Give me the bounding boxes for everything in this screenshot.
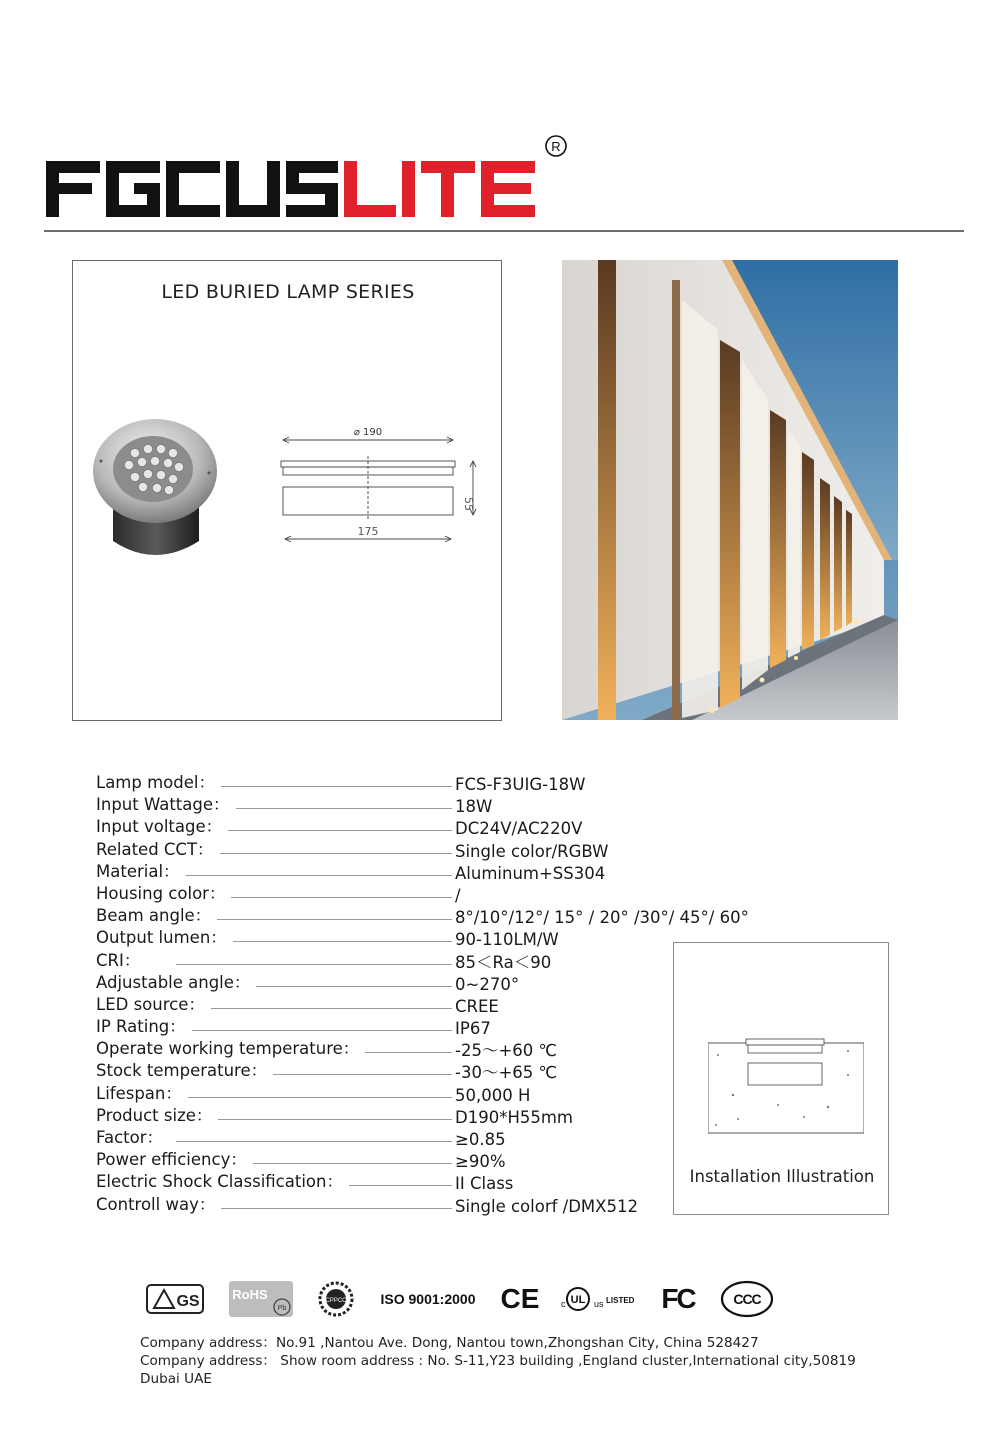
company-address-line1: Company address：No.91 ,Nantou Ave. Dong, Nantou town,Zhongshan City, China 528427 xyxy=(140,1335,759,1351)
spec-label: Controll way： xyxy=(96,1194,221,1216)
spec-value: Single color/RGBW xyxy=(455,841,609,861)
svg-text:RoHS: RoHS xyxy=(232,1287,268,1302)
spec-row xyxy=(96,794,776,816)
spec-value: D190*H55mm xyxy=(455,1107,573,1127)
spec-row xyxy=(96,905,776,927)
spec-value: / xyxy=(455,885,461,905)
spec-label: Operate working temperature： xyxy=(96,1038,365,1060)
application-scene-photo xyxy=(562,260,898,720)
spec-value: IP67 xyxy=(455,1019,491,1039)
spec-value: DC24V/AC220V xyxy=(455,819,583,839)
spec-leader-line xyxy=(176,875,452,876)
spec-value: CREE xyxy=(455,996,499,1016)
spec-label: IP Rating： xyxy=(96,1016,192,1038)
spec-value: 50,000 H xyxy=(455,1085,531,1105)
svg-text:CCC: CCC xyxy=(733,1291,761,1307)
installation-panel xyxy=(673,942,889,1215)
cppcc-cert-icon xyxy=(316,1278,356,1320)
spec-row xyxy=(96,883,776,905)
spec-value: -30～+65 ℃ xyxy=(455,1063,558,1083)
svg-text:R: R xyxy=(551,139,561,154)
spec-leader-line xyxy=(176,1141,452,1142)
installation-drawing xyxy=(708,1035,864,1139)
svg-text:CPPCC: CPPCC xyxy=(325,1298,347,1304)
height-label: 55 xyxy=(462,497,475,511)
spec-value: 85＜Ra＜90 xyxy=(455,952,552,972)
company-address-line2: Company address： Show room address : No. S-11,Y23 building ,England cluster,International city,50819 Dubai UAE xyxy=(140,1353,856,1387)
product-panel xyxy=(72,260,502,721)
spec-label: Lifespan： xyxy=(96,1083,188,1105)
spec-label: Input Wattage： xyxy=(96,794,236,816)
spec-label: Output lumen： xyxy=(96,927,233,949)
iso-cert-label: ISO 9001:2000 xyxy=(380,1291,476,1307)
ce-cert-label: CE xyxy=(500,1283,540,1314)
spec-label: CRI： xyxy=(96,950,146,972)
spec-label: Factor： xyxy=(96,1127,169,1149)
gs-cert-icon xyxy=(146,1278,204,1320)
registered-icon xyxy=(546,136,566,156)
rohs-cert-icon xyxy=(228,1278,296,1320)
series-title: LED BURIED LAMP SERIES xyxy=(161,281,415,303)
ccc-cert-icon xyxy=(718,1278,776,1320)
spec-value: ≥90% xyxy=(455,1152,506,1172)
svg-text:us: us xyxy=(594,1299,604,1309)
spec-value: Single colorf /DMX512 xyxy=(455,1196,638,1216)
spec-label: Input voltage： xyxy=(96,816,228,838)
svg-text:LISTED: LISTED xyxy=(606,1296,635,1305)
spec-label: Electric Shock Classification： xyxy=(96,1171,349,1193)
spec-value: ≥0.85 xyxy=(455,1130,506,1149)
spec-row xyxy=(96,861,776,883)
dimension-drawing xyxy=(273,421,483,555)
spec-leader-line xyxy=(176,1030,452,1031)
brand-wordmark xyxy=(44,135,574,230)
spec-leader-line xyxy=(176,1008,452,1009)
bottom-width-label: 175 xyxy=(357,525,379,538)
spec-value: -25～+60 ℃ xyxy=(455,1041,558,1061)
spec-label: Power efficiency： xyxy=(96,1149,253,1171)
certification-logos xyxy=(140,1278,780,1320)
svg-text:c: c xyxy=(561,1299,566,1309)
spec-value: Aluminum+SS304 xyxy=(455,863,606,883)
installation-caption: Installation Illustration xyxy=(689,1167,875,1186)
spec-label: Material： xyxy=(96,861,186,883)
spec-label: Beam angle： xyxy=(96,905,217,927)
spec-leader-line xyxy=(176,919,452,920)
ul-cert-icon xyxy=(558,1278,638,1320)
spec-value: FCS-F3UIG-18W xyxy=(455,775,586,794)
spec-leader-line xyxy=(176,964,452,965)
svg-text:UL: UL xyxy=(570,1294,586,1306)
svg-text:GS: GS xyxy=(176,1293,200,1310)
lamp-product-photo xyxy=(91,411,221,575)
spec-label: LED source： xyxy=(96,994,211,1016)
spec-value: II Class xyxy=(455,1174,514,1194)
svg-text:Pb: Pb xyxy=(277,1305,287,1312)
spec-label: Lamp model： xyxy=(96,772,221,794)
spec-label: Adjustable angle： xyxy=(96,972,256,994)
spec-value: 18W xyxy=(455,797,493,817)
spec-label: Product size： xyxy=(96,1105,218,1127)
spec-label: Housing color： xyxy=(96,883,231,905)
diameter-label: ⌀ 190 xyxy=(353,427,383,438)
spec-row xyxy=(96,816,776,838)
spec-row xyxy=(96,839,776,861)
header-divider xyxy=(44,230,964,232)
footer xyxy=(140,1334,880,1388)
spec-value: 90-110LM/W xyxy=(455,930,559,950)
spec-value: 8°/10°/12°/ 15° / 20° /30°/ 45°/ 60° xyxy=(455,908,749,928)
fc-cert-label: FC xyxy=(661,1283,695,1314)
spec-value: 0~270° xyxy=(455,974,520,994)
spec-leader-line xyxy=(176,1097,452,1098)
spec-label: Related CCT： xyxy=(96,839,220,861)
spec-label: Stock temperature： xyxy=(96,1060,273,1082)
spec-row xyxy=(96,772,776,794)
